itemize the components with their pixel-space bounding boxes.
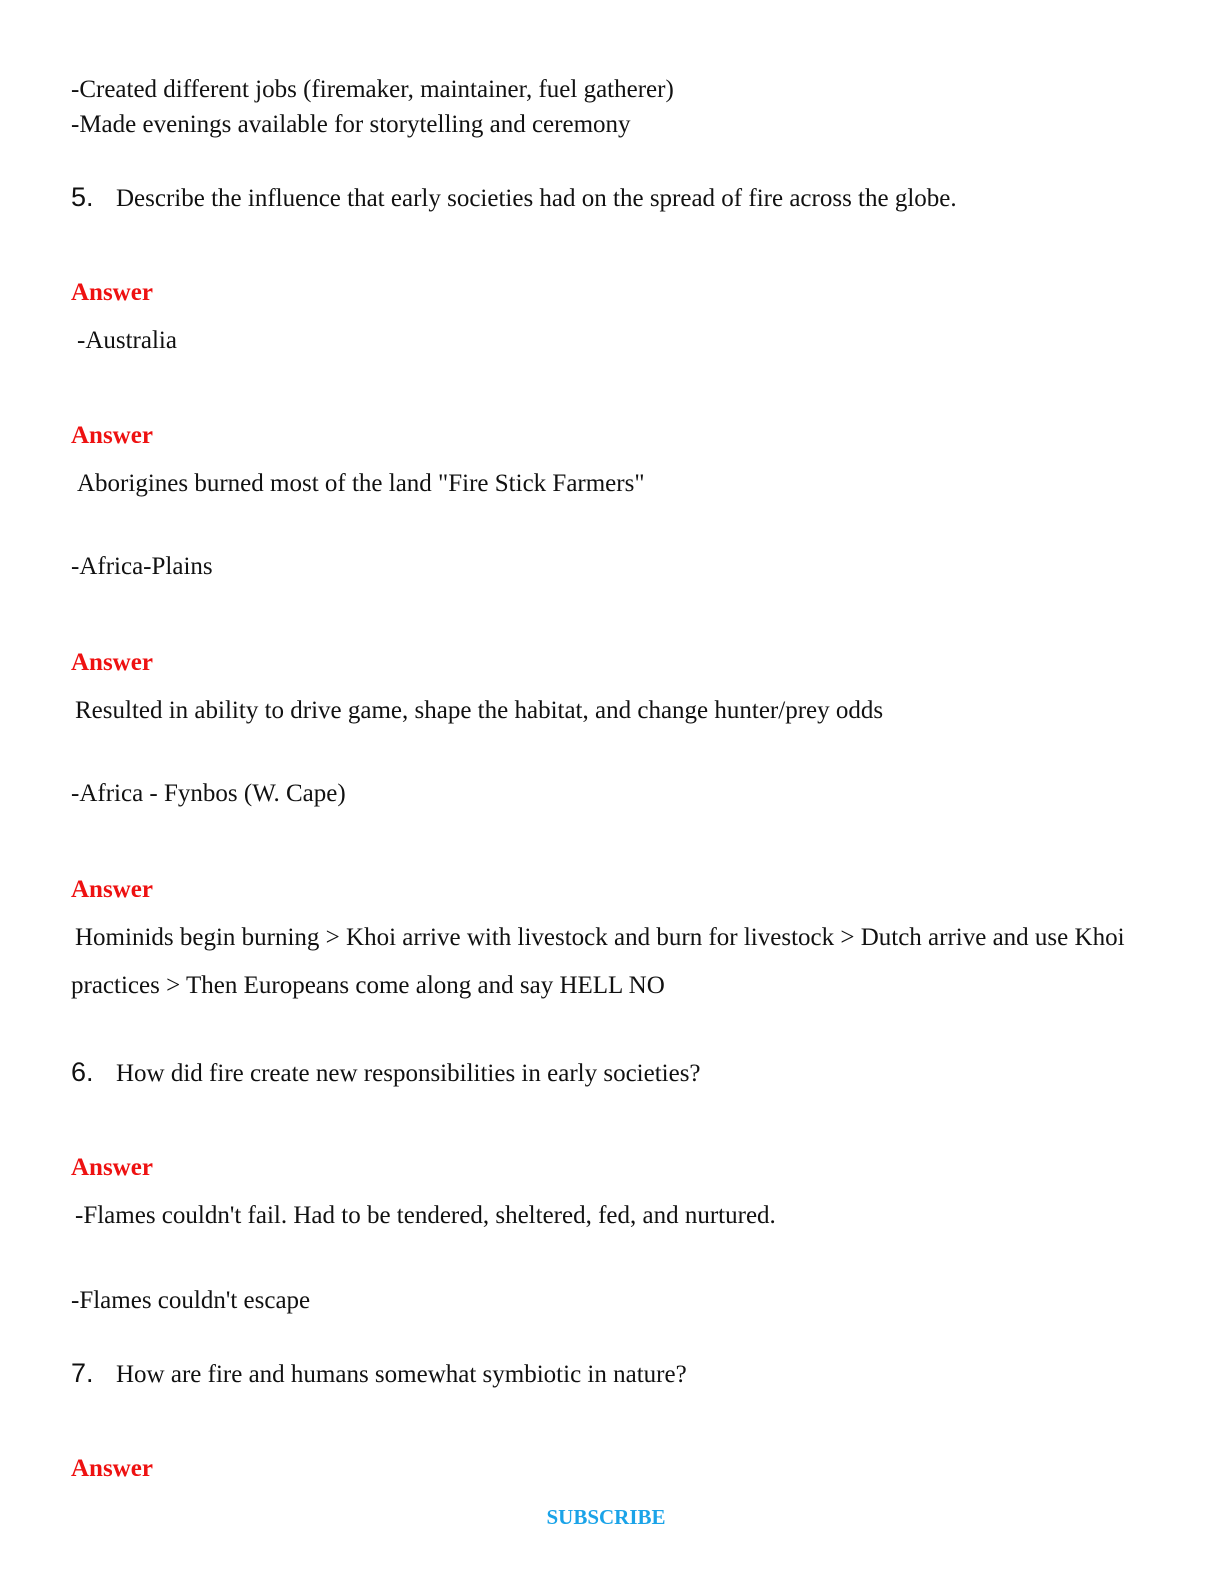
- answer-text: -Australia: [77, 327, 177, 354]
- question-7: [71, 1358, 687, 1390]
- answer-label: Answer: [71, 876, 153, 903]
- intro-line-jobs: -Created different jobs (firemaker, maintainer, fuel gatherer): [71, 76, 674, 103]
- intro-line-evenings: -Made evenings available for storytelling and ceremony: [71, 111, 631, 138]
- question-5-number: 5.: [71, 182, 94, 212]
- question-6-text: How did fire create new responsibilities in early societies?: [116, 1060, 701, 1087]
- answer-label: Answer: [71, 422, 153, 449]
- answer-label: Answer: [71, 1154, 153, 1181]
- question-7-text: How are fire and humans somewhat symbiotic in nature?: [116, 1361, 687, 1388]
- question-5: [71, 182, 957, 214]
- region-note: -Africa-Plains: [71, 553, 213, 580]
- answer-text: Aborigines burned most of the land "Fire Stick Farmers": [77, 470, 645, 497]
- subscribe-link[interactable]: SUBSCRIBE: [546, 1505, 666, 1529]
- answer-text: Hominids begin burning > Khoi arrive with livestock and burn for livestock > Dutch arrive and use Khoi practices > Then Europeans come along and say HELL NO: [71, 924, 1125, 999]
- answer-label: Answer: [71, 1455, 153, 1482]
- answer-note: -Flames couldn't escape: [71, 1287, 311, 1314]
- region-note: -Africa - Fynbos (W. Cape): [71, 780, 346, 807]
- question-5-text: Describe the influence that early societies had on the spread of fire across the globe.: [116, 185, 957, 212]
- answer-text: -Flames couldn't fail. Had to be tendered, sheltered, fed, and nurtured.: [75, 1202, 776, 1229]
- answer-label: Answer: [71, 279, 153, 306]
- answer-label: Answer: [71, 649, 153, 676]
- question-7-number: 7.: [71, 1358, 94, 1388]
- question-6-number: 6.: [71, 1057, 94, 1087]
- answer-text: Resulted in ability to drive game, shape the habitat, and change hunter/prey odds: [75, 697, 884, 724]
- question-6: [71, 1057, 701, 1089]
